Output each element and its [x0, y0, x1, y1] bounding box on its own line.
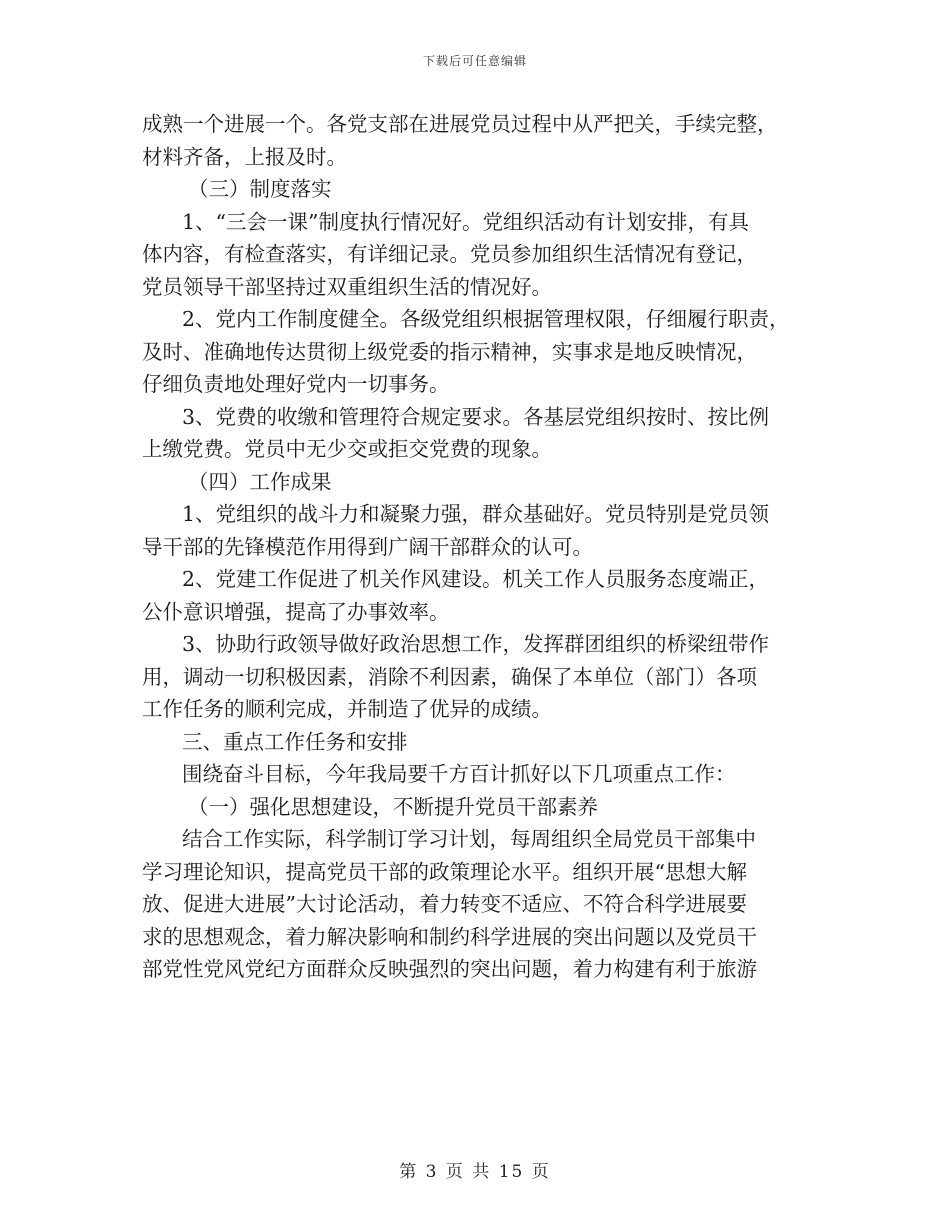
- text-line: 3、党费的收缴和管理符合规定要求。各基层党组织按时、按比例: [182, 404, 770, 429]
- text-line: （三）制度落实: [188, 177, 332, 201]
- text-line: 党员领导干部坚持过双重组织生活的情况好。: [142, 274, 552, 299]
- text-line: 结合工作实际，科学制订学习计划，每周组织全局党员干部集中: [182, 827, 756, 851]
- text-line: 围绕奋斗目标，今年我局要千方百计抓好以下几项重点工作：: [182, 762, 736, 786]
- text-line: 2、党内工作制度健全。各级党组织根据管理权限，仔细履行职责，: [182, 307, 790, 331]
- text-line: 部党性党风党纪方面群众反映强烈的突出问题，着力构建有利于旅游: [142, 957, 757, 981]
- text-line: 工作任务的顺利完成，并制造了优异的成绩。: [142, 697, 552, 721]
- text-line: 成熟一个进展一个。各党支部在进展党员过程中从严把关，手续完整，: [142, 112, 778, 136]
- text-line: 1、“三会一课”制度执行情况好。党组织活动有计划安排，有具: [182, 209, 750, 234]
- text-line: 导干部的先锋模范作用得到广阔干部群众的认可。: [142, 534, 593, 559]
- text-line: 3、协助行政领导做好政治思想工作，发挥群团组织的桥梁纽带作: [182, 632, 770, 656]
- text-line: 求的思想观念，着力解决影响和制约科学进展的突出问题以及党员干: [142, 924, 757, 949]
- text-line: 学习理论知识，提高党员干部的政策理论水平。组织开展“思想大解: [142, 859, 747, 884]
- text-line: 1、党组织的战斗力和凝聚力强，群众基础好。党员特别是党员领: [182, 502, 770, 526]
- text-line: （四）工作成果: [188, 469, 332, 494]
- text-line: 上缴党费。党员中无少交或拒交党费的现象。: [142, 437, 552, 461]
- text-line: 及时、准确地传达贯彻上级党委的指示精神，实事求是地反映情况，: [142, 339, 757, 364]
- text-line: 仔细负责地处理好党内一切事务。: [142, 372, 450, 396]
- text-line: 体内容，有检查落实，有详细记录。党员参加组织生活情况有登记，: [142, 242, 757, 266]
- page-header: 下载后可任意编辑: [422, 54, 527, 68]
- text-line: （一）强化思想建设，不断提升党员干部素养: [188, 794, 598, 819]
- text-line: 放、促进大进展”大讨论活动，着力转变不适应、不符合科学进展要: [142, 892, 747, 916]
- text-line: 材料齐备，上报及时。: [142, 144, 347, 169]
- page-number: 第 3 页 共 15 页: [399, 1162, 551, 1182]
- document-body: [142, 108, 812, 986]
- text-line: 2、党建工作促进了机关作风建设。机关工作人员服务态度端正，: [182, 567, 770, 591]
- text-line: 公仆意识增强，提高了办事效率。: [142, 599, 450, 624]
- text-line: 用，调动一切积极因素，消除不利因素，确保了本单位（部门）各项: [142, 664, 757, 689]
- text-line: 三、重点工作任务和安排: [182, 729, 408, 754]
